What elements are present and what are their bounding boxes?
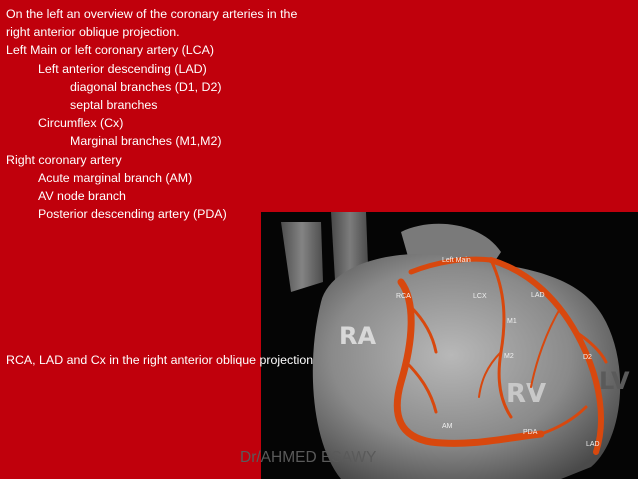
author-credit: Dr/AHMED ESAWY xyxy=(240,449,377,466)
outline-item: right anterior oblique projection. xyxy=(6,25,180,40)
rca-label: RCA xyxy=(396,293,411,300)
outline-item: AV node branch xyxy=(38,189,126,204)
outline-item: Right coronary artery xyxy=(6,152,122,167)
lcx-label: LCX xyxy=(473,293,487,300)
outline-item: Left Main or left coronary artery (LCA) xyxy=(6,43,214,58)
d2-label: D2 xyxy=(583,354,592,361)
heart-diagram xyxy=(261,212,638,479)
aorta-shape xyxy=(281,222,323,292)
outline-item: Marginal branches (M1,M2) xyxy=(70,134,222,149)
outline-item: Circumflex (Cx) xyxy=(38,116,124,131)
figure-caption: RCA, LAD and Cx in the right anterior oblique projection xyxy=(6,353,314,367)
outline-item: Posterior descending artery (PDA) xyxy=(38,207,227,222)
lad-bottom-label: LAD xyxy=(586,441,600,448)
pda-label: PDA xyxy=(523,429,538,436)
outline-item: diagonal branches (D1, D2) xyxy=(70,79,222,94)
left-main-label: Left Main xyxy=(442,257,471,264)
m1-label: M1 xyxy=(507,318,517,325)
m2-label: M2 xyxy=(504,353,514,360)
lv-label: LV xyxy=(599,367,630,395)
ra-label: RA xyxy=(339,322,377,350)
am-label: AM xyxy=(442,423,453,430)
outline-item: Acute marginal branch (AM) xyxy=(38,170,193,185)
heart-illustration xyxy=(261,212,638,479)
rv-label: RV xyxy=(506,379,547,409)
lad-top-label: LAD xyxy=(531,292,545,299)
outline-item: septal branches xyxy=(70,98,158,113)
outline-item: Left anterior descending (LAD) xyxy=(38,61,207,76)
outline-item: On the left an overview of the coronary arteries in the xyxy=(6,7,298,21)
artery-outline xyxy=(6,5,366,223)
